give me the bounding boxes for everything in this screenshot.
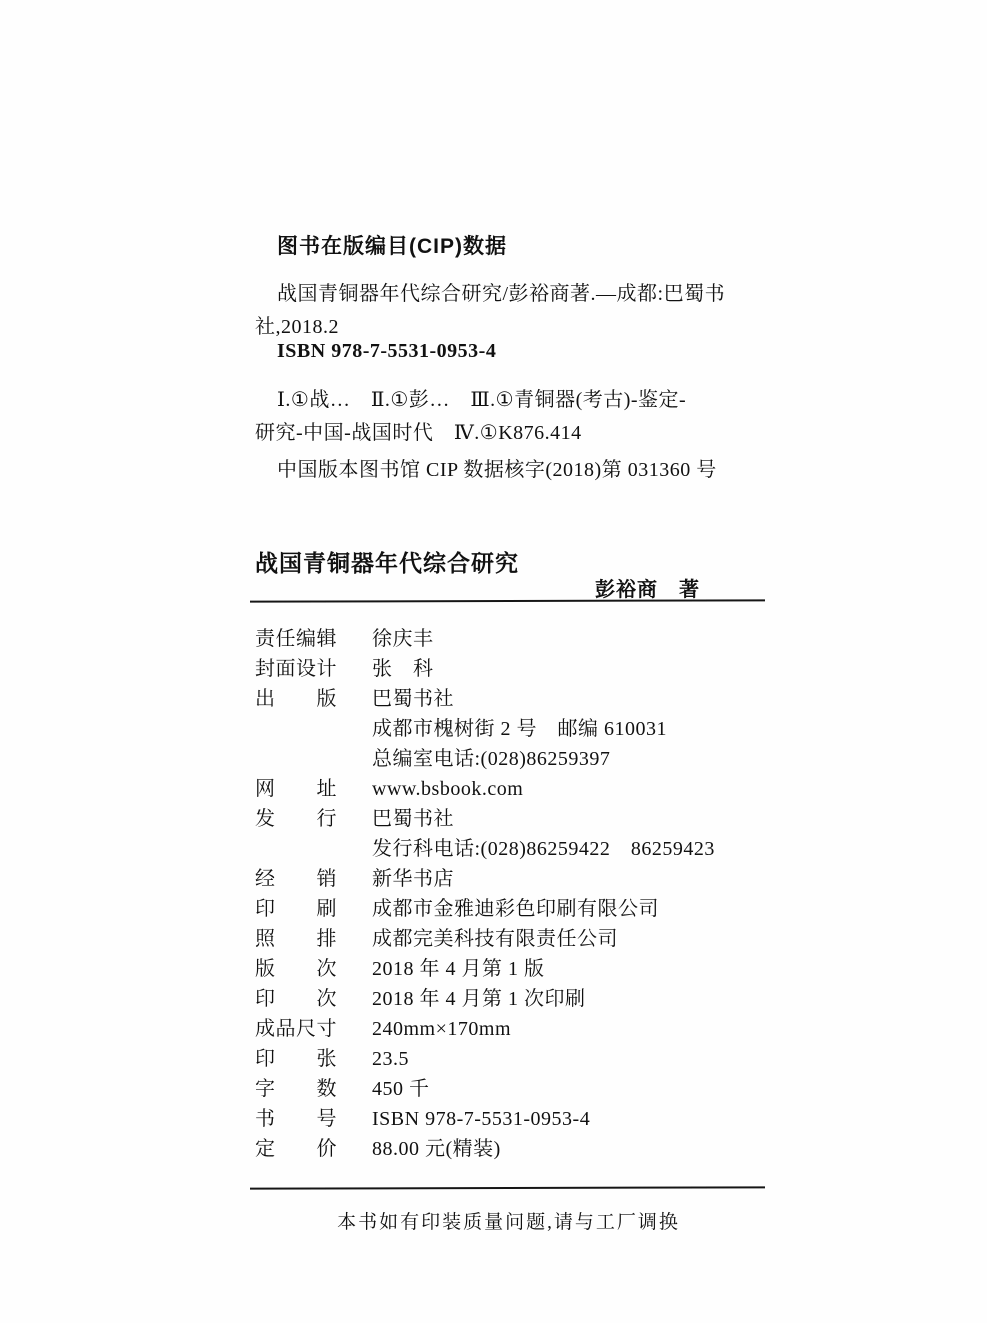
colophon-label: 书 号: [255, 1108, 337, 1130]
cip-title-statement-line2: 社,2018.2: [255, 316, 339, 338]
book-author: 彭裕商 著: [595, 579, 700, 601]
cip-title-statement: [255, 278, 762, 344]
colophon-label: 版 次: [255, 958, 337, 980]
colophon-label: 印 张: [255, 1048, 337, 1070]
colophon-label: [255, 744, 345, 774]
colophon-value: 23.5: [372, 1048, 409, 1070]
colophon-label: 责任编辑: [255, 628, 337, 650]
colophon-label: 定 价: [255, 1138, 337, 1160]
colophon-value: 总编室电话:(028)86259397: [372, 748, 611, 770]
colophon-label: 照 排: [255, 928, 337, 950]
colophon-row: [255, 714, 762, 744]
colophon-value: 成都市槐树街 2 号 邮编 610031: [372, 718, 667, 740]
colophon-value: 张 科: [372, 658, 434, 680]
colophon-label: [255, 834, 345, 864]
colophon-label: 封面设计: [255, 658, 337, 680]
colophon-value: 巴蜀书社: [372, 808, 454, 830]
book-title: 战国青铜器年代综合研究: [255, 550, 519, 576]
cip-title-statement-line1: 战国青铜器年代综合研究/彭裕商著.—成都:巴蜀书: [277, 283, 726, 305]
colophon-label: [255, 714, 345, 744]
colophon-row: [255, 1134, 762, 1164]
colophon-row: [255, 894, 762, 924]
colophon-label: 印 次: [255, 988, 337, 1010]
colophon-value: 2018 年 4 月第 1 版: [372, 958, 545, 980]
colophon-row: [255, 804, 762, 834]
colophon-label: 印 刷: [255, 898, 337, 920]
colophon-value: 成都完美科技有限责任公司: [372, 928, 618, 950]
cip-classification-line1: Ⅰ.①战… Ⅱ.①彭… Ⅲ.①青铜器(考古)-鉴定-: [277, 389, 687, 411]
colophon-value: 徐庆丰: [372, 628, 434, 650]
colophon-label: 出 版: [255, 688, 337, 710]
colophon-row: [255, 774, 762, 804]
footer-notice: 本书如有印装质量问题,请与工厂调换: [337, 1212, 680, 1233]
colophon-value: 成都市金雅迪彩色印刷有限公司: [372, 898, 659, 920]
colophon-row: [255, 1044, 762, 1074]
colophon-row: [255, 654, 762, 684]
colophon-row: [255, 684, 762, 714]
colophon-value: 88.00 元(精装): [372, 1138, 501, 1160]
title-divider-rule: [250, 599, 765, 602]
colophon-row: [255, 744, 762, 774]
cip-isbn: ISBN 978-7-5531-0953-4: [277, 340, 497, 362]
colophon-row: [255, 834, 762, 864]
colophon-row: [255, 984, 762, 1014]
colophon-row: [255, 924, 762, 954]
colophon-value: ISBN 978-7-5531-0953-4: [372, 1108, 591, 1130]
colophon-row: [255, 1014, 762, 1044]
colophon-value: www.bsbook.com: [372, 778, 524, 800]
colophon-row: [255, 1074, 762, 1104]
footer-divider-rule: [250, 1186, 765, 1189]
colophon-label: 网 址: [255, 778, 337, 800]
cip-classification: [255, 384, 762, 450]
cip-heading: 图书在版编目(CIP)数据: [277, 235, 507, 258]
colophon-value: 发行科电话:(028)86259422 86259423: [372, 838, 715, 860]
colophon-label: 成品尺寸: [255, 1018, 337, 1040]
page-content: [255, 0, 762, 1323]
colophon-label: 经 销: [255, 868, 337, 890]
colophon-value: 巴蜀书社: [372, 688, 454, 710]
cip-record-number: 中国版本图书馆 CIP 数据核字(2018)第 031360 号: [277, 459, 717, 481]
colophon-value: 240mm×170mm: [372, 1018, 512, 1040]
colophon-label: 字 数: [255, 1078, 337, 1100]
colophon-row: [255, 624, 762, 654]
colophon-label: 发 行: [255, 808, 337, 830]
colophon-value: 新华书店: [372, 868, 454, 890]
colophon-value: 2018 年 4 月第 1 次印刷: [372, 988, 586, 1010]
colophon-row: [255, 864, 762, 894]
colophon-row: [255, 1104, 762, 1134]
colophon-value: 450 千: [372, 1078, 430, 1100]
cip-classification-line2: 研究-中国-战国时代 Ⅳ.①K876.414: [255, 422, 582, 444]
colophon-rows: [255, 624, 762, 1164]
colophon-row: [255, 954, 762, 984]
